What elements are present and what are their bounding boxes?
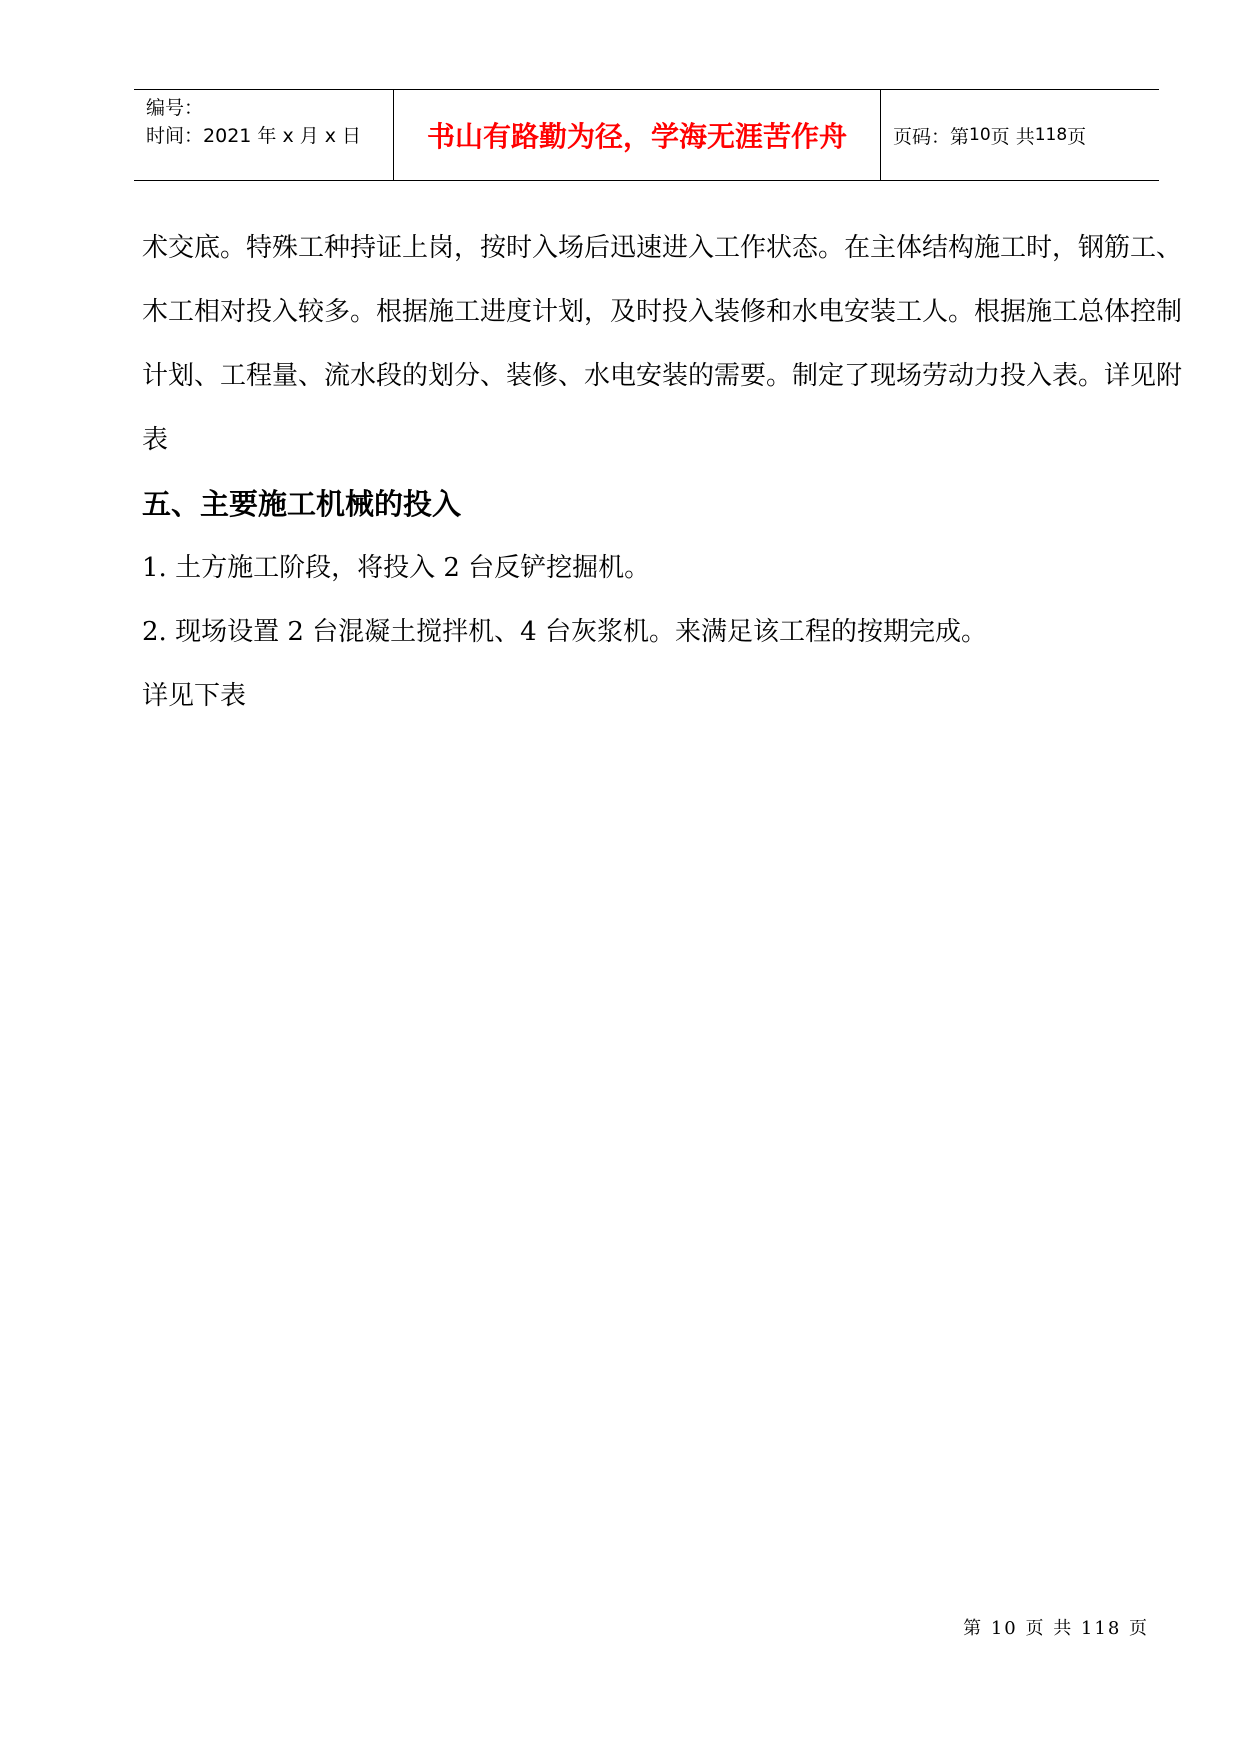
- motto-text: 书山有路勤为径，学海无涯苦作舟: [426, 120, 847, 153]
- document-time: [146, 122, 393, 150]
- page-header: [134, 89, 1159, 181]
- body-paragraph: 详见下表: [142, 681, 247, 711]
- list-item: 2. 现场设置 2 台混凝土搅拌机、4 台灰浆机。来满足该工程的按期完成。: [142, 617, 987, 647]
- page-middle: 页 共: [990, 125, 1035, 148]
- page-current: 10: [969, 125, 991, 145]
- page-total: 118: [1034, 125, 1068, 145]
- page-suffix: 页: [1067, 125, 1087, 148]
- document-number: [146, 94, 393, 122]
- header-motto: [394, 90, 881, 180]
- time-value: 2021 年 x 月 x 日: [203, 125, 362, 147]
- footer-page-number: 第 10 页 共 118 页: [963, 1618, 1149, 1639]
- section-heading: 五、主要施工机械的投入: [142, 487, 462, 521]
- document-number-label: 编号：: [146, 97, 204, 119]
- page-footer: [963, 1614, 1149, 1640]
- time-label: 时间：: [146, 125, 204, 147]
- header-info: [134, 90, 394, 180]
- page-prefix: 第: [950, 125, 970, 148]
- page-label: 页码：: [893, 125, 951, 148]
- document-body: [142, 216, 1187, 728]
- header-page-number: [881, 90, 1159, 180]
- body-paragraph: 术交底。特殊工种持证上岗，按时入场后迅速进入工作状态。在主体结构施工时，钢筋工、木工相对投入较多。根据施工进度计划，及时投入装修和水电安装工人。根据施工总体控制计划、工程量、流水段的划分、装修、水电安装的需要。制定了现场劳动力投入表。详见附表: [142, 233, 1183, 455]
- list-item: 1. 土方施工阶段，将投入 2 台反铲挖掘机。: [142, 553, 651, 583]
